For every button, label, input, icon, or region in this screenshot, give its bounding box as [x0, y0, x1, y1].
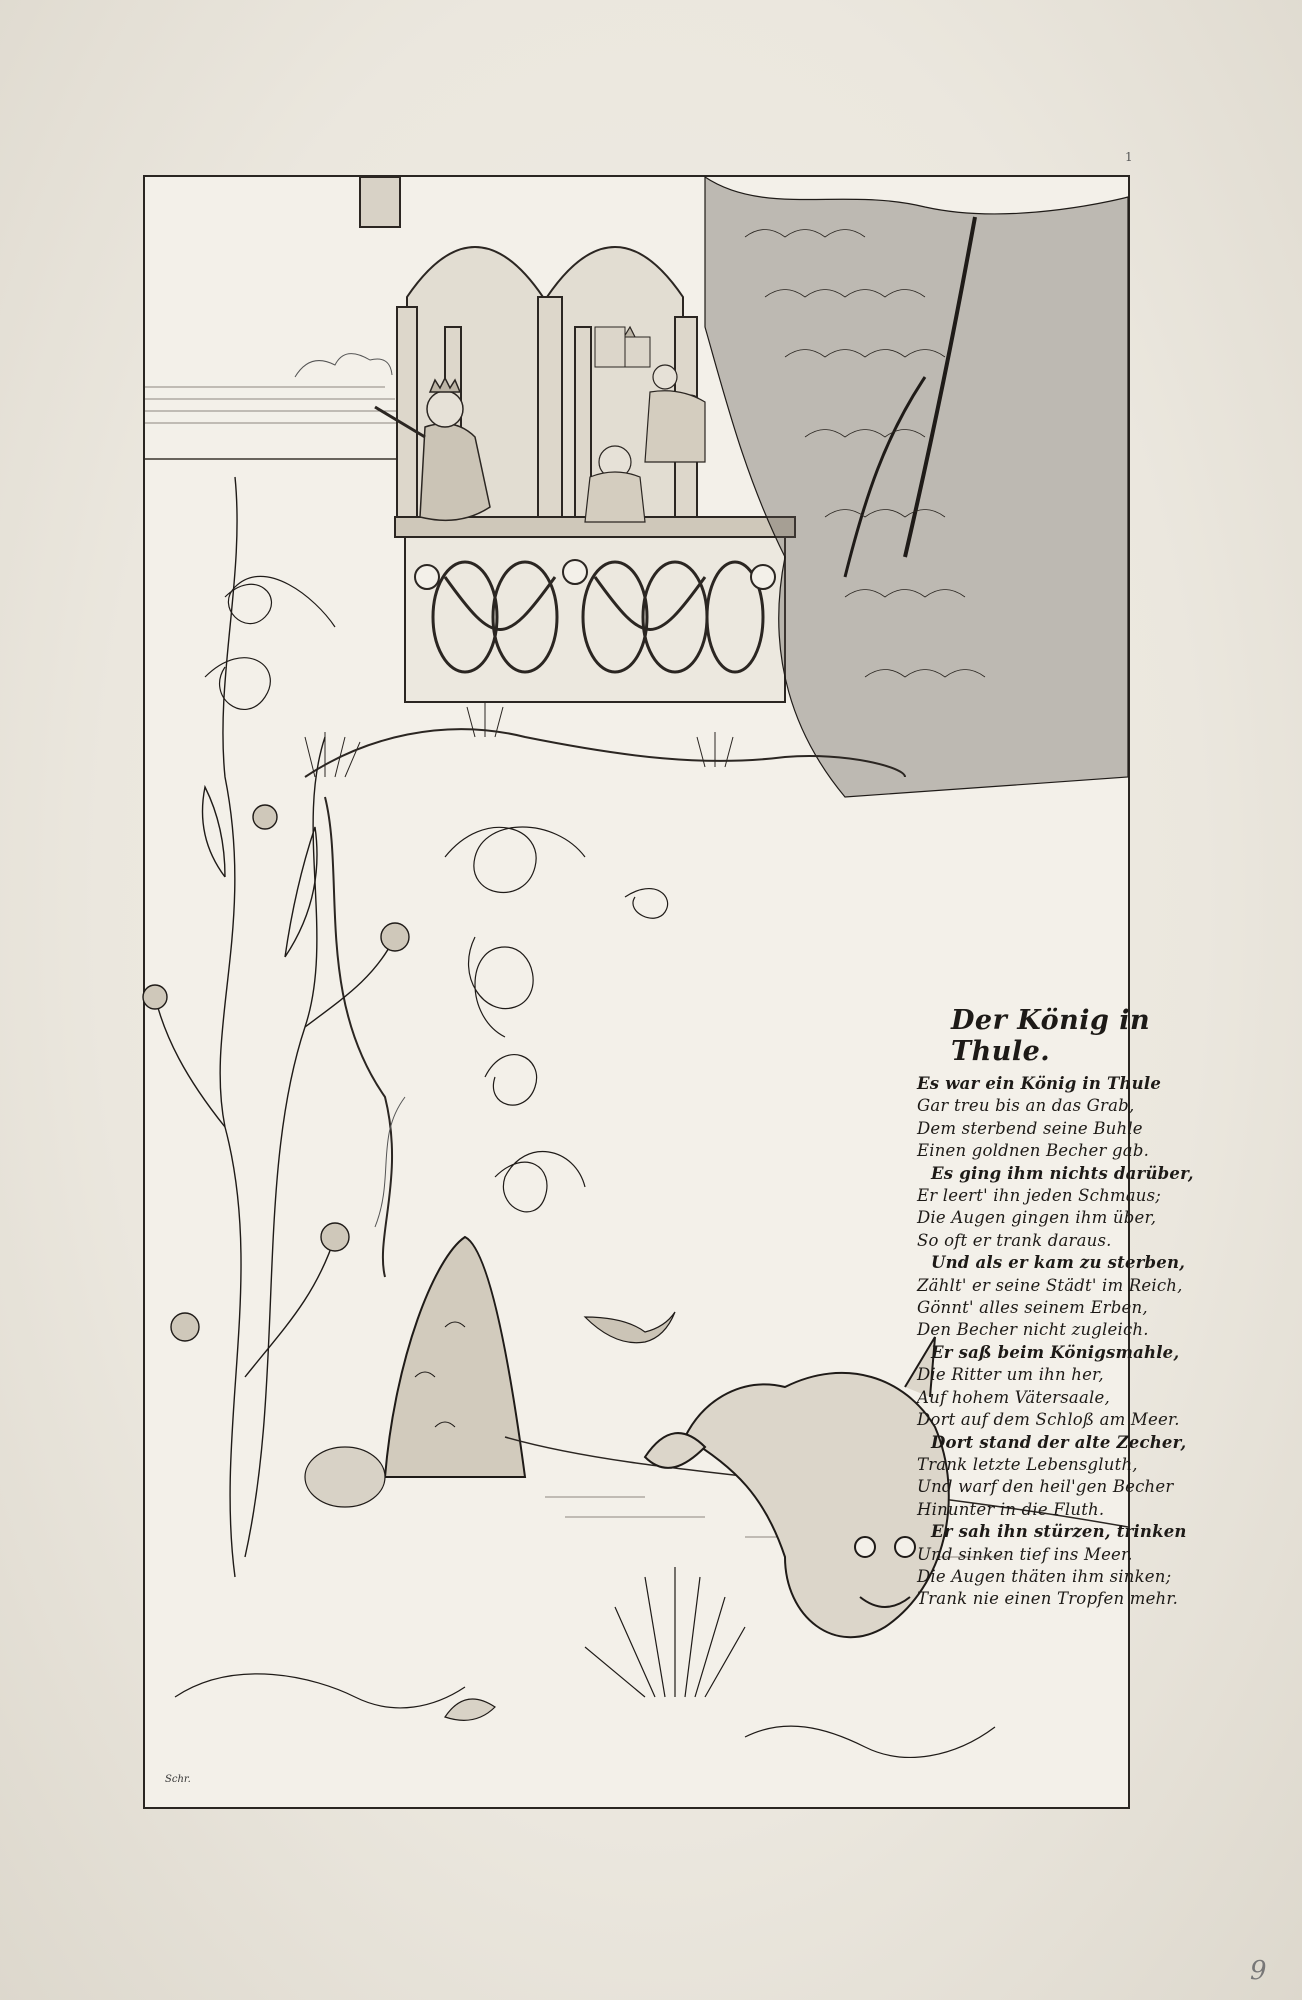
poem-line: Die Augen thäten ihm sinken;: [917, 1566, 1172, 1586]
poem-line: Auf hohem Vätersaale,: [917, 1387, 1110, 1407]
reeds: [585, 1567, 745, 1697]
stanza: [917, 1252, 1257, 1342]
poem-line: Hinunter in die Fluth.: [917, 1499, 1105, 1519]
poem-line: Die Ritter um ihn her,: [917, 1365, 1104, 1385]
shells: [305, 1447, 495, 1720]
poem-line: Den Becher nicht zugleich.: [917, 1320, 1149, 1340]
artist-signature: Schr.: [165, 1774, 191, 1785]
poem-line: So oft er trank daraus.: [917, 1230, 1112, 1250]
sky-hatching: [145, 387, 410, 423]
stanza: [917, 1342, 1257, 1432]
corner-mark: 1: [1125, 150, 1133, 164]
illustration-plate: [143, 175, 1194, 1809]
stanza: [917, 1521, 1257, 1611]
poem-line: Gönnt' alles seinem Erben,: [917, 1298, 1148, 1318]
poem-line: Zählt' er seine Städt' im Reich,: [917, 1275, 1183, 1295]
poem-block: [917, 1005, 1257, 1611]
poem-line: Er sah ihn stürzen, trinken: [931, 1522, 1187, 1542]
tree-foliage: [705, 177, 1128, 797]
poem-line: Und als er kam zu sterben,: [931, 1253, 1186, 1273]
poem-line: Einen goldnen Becher gab.: [917, 1141, 1150, 1161]
poem-line: Und sinken tief ins Meer.: [917, 1544, 1133, 1564]
poem-line: Trank letzte Lebensgluth,: [917, 1454, 1138, 1474]
poem-line: Trank nie einen Tropfen mehr.: [917, 1589, 1179, 1609]
poem-line: Die Augen gingen ihm über,: [917, 1208, 1157, 1228]
poem-title: Der König in Thule.: [951, 1005, 1151, 1067]
page-number: 9: [1250, 1956, 1267, 1986]
poem-line: Und warf den heil'gen Becher: [917, 1477, 1174, 1497]
stanza: [917, 1432, 1257, 1522]
poem-line: Dem sterbend seine Buhle: [917, 1118, 1143, 1138]
poem-line: Es war ein König in Thule: [917, 1074, 1162, 1093]
poem-line: Er leert' ihn jeden Schmaus;: [917, 1186, 1162, 1206]
flowering-plant: [143, 477, 409, 1577]
poem-line: Es ging ihm nichts darüber,: [931, 1163, 1194, 1183]
rock: [385, 1237, 525, 1477]
grass-tufts: [305, 702, 733, 777]
poem-line: Gar treu bis an das Grab,: [917, 1096, 1135, 1116]
stanza: [917, 1073, 1257, 1163]
bird: [585, 1312, 675, 1343]
poem-line: Er saß beim Königsmahle,: [931, 1342, 1180, 1362]
sea-creature: [645, 1337, 949, 1637]
cloud: [295, 354, 392, 377]
stanza: [917, 1163, 1257, 1253]
poem-line: Dort auf dem Schloß am Meer.: [917, 1410, 1180, 1430]
poem-line: Dort stand der alte Zecher,: [931, 1432, 1187, 1452]
